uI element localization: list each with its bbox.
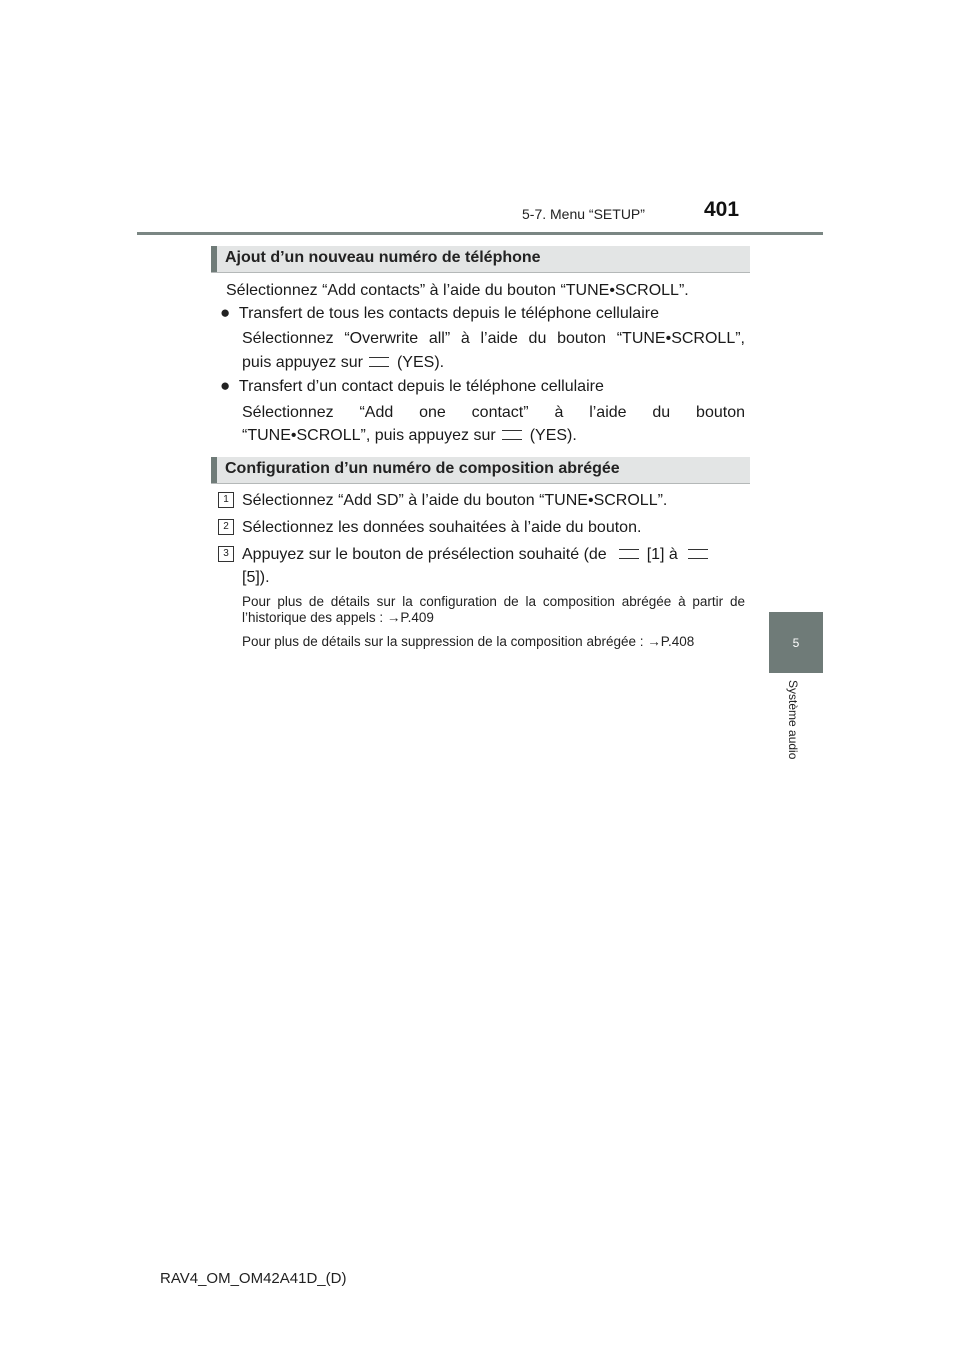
step-text (242, 545, 716, 565)
section-heading-text: Configuration d’un numéro de composition abrégée (225, 460, 620, 477)
preset-button-icon (688, 549, 708, 559)
step-text-part: Appuyez sur le bouton de présélection souhaité (de (242, 546, 607, 563)
step-text: Sélectionnez les données souhaitées à l’aide du bouton. (242, 519, 642, 536)
bullet-heading: Transfert de tous les contacts depuis le téléphone cellulaire (238, 305, 659, 322)
note-body: Pour plus de détails sur la configuration de la composition abrégée à partir de l’historique des appels : (242, 594, 745, 625)
bullet-body-text: (YES). (529, 427, 577, 444)
bullet-icon: ● (220, 376, 231, 395)
page-number: 401 (704, 198, 740, 221)
bullet-item (220, 376, 604, 397)
document-code: RAV4_OM_OM42A41D_(D) (160, 1270, 347, 1287)
step-text-part: [1] à (646, 546, 678, 563)
section-heading-speed-dial (211, 457, 750, 484)
chapter-label: Système audio (786, 680, 800, 760)
note-body: Pour plus de détails sur la suppression de la composition abrégée : (242, 634, 644, 649)
preset-button-icon (619, 549, 639, 559)
bullet-icon: ● (220, 303, 231, 322)
bullet-body-text: “TUNE•SCROLL”, puis appuyez sur (242, 427, 496, 444)
bullet-body: Sélectionnez “Add one contact” à l’aide du bouton (242, 404, 745, 421)
bullet-heading: Transfert d’un contact depuis le téléphone cellulaire (238, 378, 604, 395)
step-number-badge: 3 (218, 546, 234, 562)
bullet-body-text: (YES). (396, 354, 445, 371)
step-number-badge: 1 (218, 492, 234, 508)
page-reference: →P.409 (386, 610, 434, 625)
header-divider (137, 232, 823, 235)
note-text (242, 594, 745, 626)
header-section-title: 5-7. Menu “SETUP” (522, 206, 645, 222)
step-text: Sélectionnez “Add SD” à l’aide du bouton “TUNE•SCROLL”. (242, 492, 668, 509)
bullet-body-line (242, 353, 444, 373)
bullet-body-text: puis appuyez sur (242, 354, 363, 371)
preset-button-icon (369, 357, 389, 367)
intro-text: Sélectionnez “Add contacts” à l’aide du bouton “TUNE•SCROLL”. (226, 282, 689, 299)
bullet-body: Sélectionnez “Overwrite all” à l’aide du bouton “TUNE•SCROLL”, (242, 330, 745, 347)
page-reference: →P.408 (647, 634, 695, 649)
bullet-item (220, 303, 659, 324)
preset-button-icon (502, 430, 522, 440)
section-heading-text: Ajout d’un nouveau numéro de téléphone (225, 249, 541, 266)
note-text (242, 634, 745, 650)
bullet-body-line (242, 426, 577, 446)
step-number-badge: 2 (218, 519, 234, 535)
chapter-number: 5 (792, 635, 800, 650)
section-heading-new-number (211, 246, 750, 273)
step-text-continued: [5]). (242, 569, 270, 586)
chapter-tab (769, 612, 823, 673)
